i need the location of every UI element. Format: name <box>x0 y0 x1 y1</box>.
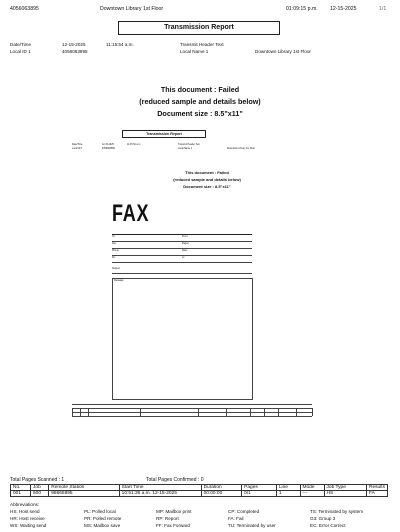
abbr-fa: FA: Fail <box>228 516 244 521</box>
cell-line: 1 <box>276 491 300 497</box>
cell-no: 001 <box>11 491 31 497</box>
header-fax-number: 4056063895 <box>10 6 39 12</box>
form-rule-5 <box>112 273 252 274</box>
abbr-ff: FF: Fax Forward <box>156 523 190 528</box>
fax-cover-sheet <box>112 200 252 400</box>
inner-status-size: Document size : 8.5"x11" <box>183 184 231 189</box>
inner-transmit-header-label: Transmit Header Text <box>178 144 200 146</box>
abbr-hr: HR: Host receive <box>10 516 45 521</box>
inner-datetime-label: Date/Time <box>72 144 83 146</box>
col-header-results: Results <box>367 485 388 491</box>
inner-table-col-10 <box>312 408 313 416</box>
cell-remote-station: 98665895 <box>49 491 119 497</box>
col-header-job: Job <box>31 485 49 491</box>
inner-table-col-4 <box>198 408 199 416</box>
cell-duration: 00:00:00 <box>201 491 242 497</box>
report-title: Transmission Report <box>118 21 280 35</box>
header-date: 12-15-2025 <box>330 6 357 12</box>
abbreviations-title: Abbreviations: <box>10 502 40 507</box>
status-document-size: Document size : 8.5"x11" <box>157 109 243 118</box>
cell-results: FA <box>367 491 388 497</box>
inner-table-col-7 <box>264 408 265 416</box>
inner-table-col-2 <box>88 408 89 416</box>
inner-table-col-0 <box>72 408 73 416</box>
abbr-ec: EC: Error Correct <box>310 523 346 528</box>
inner-table-col-5 <box>226 408 227 416</box>
inner-datetime-time: 11:15:54 a.m. <box>127 144 141 146</box>
abbr-pl: PL: Polled local <box>84 509 116 514</box>
inner-results-table <box>72 404 312 422</box>
inner-localid-label: Local ID 1 <box>72 147 83 150</box>
inner-status-reduced: (reduced sample and details below) <box>173 177 241 182</box>
form-rule-4 <box>112 262 252 263</box>
results-table <box>10 484 388 497</box>
col-header-line: Line <box>276 485 300 491</box>
form-rule-1 <box>112 241 252 242</box>
abbr-g3: G3: Group 3 <box>310 516 336 521</box>
form-date-label: Date: <box>182 250 188 252</box>
inner-table-rule-bottom <box>72 416 312 417</box>
status-reduced-sample: (reduced sample and details below) <box>139 97 261 106</box>
header-time: 01:09:15 p.m. <box>286 6 318 12</box>
transmit-header-label: Transmit Header Text <box>180 42 224 47</box>
status-failed: This document : Failed <box>160 85 240 94</box>
cell-mode: --- <box>300 491 324 497</box>
col-header-pages: Pages <box>242 485 277 491</box>
table-row <box>11 491 388 497</box>
inner-table-col-9 <box>296 408 297 416</box>
inner-table-rule-top <box>72 404 312 405</box>
cell-job: 600 <box>31 491 49 497</box>
inner-status-failed: This document : Failed <box>185 170 229 175</box>
form-re-label: Re: <box>112 257 116 259</box>
col-header-job-type: Job Type <box>324 485 367 491</box>
inner-local-name-value: Downtown Library 1st Floor <box>227 147 255 150</box>
inner-report-title: Transmission Report <box>122 130 206 138</box>
abbr-cp: CP: Completed <box>228 509 260 514</box>
form-rule-2 <box>112 248 252 249</box>
form-rule-3 <box>112 255 252 256</box>
local-name-value: Downtown Library 1st Floor <box>255 49 311 54</box>
form-from-label: From: <box>182 236 188 238</box>
form-fax-label: Fax: <box>112 243 117 245</box>
inner-table-col-3 <box>140 408 141 416</box>
pages-scanned-label: Total Pages Scanned : 1 <box>10 477 65 483</box>
col-header-duration: Duration <box>201 485 242 491</box>
col-header-start-time: Start Time <box>119 485 201 491</box>
datetime-date: 12-15-2025 <box>62 42 86 47</box>
form-cc-label: cc: <box>182 257 185 259</box>
abbr-ws: WS: Waiting send <box>10 523 47 528</box>
localid-label: Local ID 1 <box>10 49 31 54</box>
form-pages-label: Pages: <box>182 243 190 245</box>
pages-confirmed-label: Total Pages Confirmed : 0 <box>146 477 204 483</box>
abbr-ms: MS: Mailbox save <box>84 523 121 528</box>
localid-value: 4056063895 <box>62 49 88 54</box>
local-name-label: Local Name 1 <box>180 49 209 54</box>
abbr-pr: PR: Polled remote <box>84 516 122 521</box>
inner-table-col-1 <box>80 408 81 416</box>
inner-local-name-label: Local Name 1 <box>178 147 193 150</box>
message-box <box>112 278 253 400</box>
inner-table-rule-mid2 <box>72 412 312 413</box>
abbr-ts: TS: Terminated by system <box>310 509 364 514</box>
abbr-mp: MP: Mailbox print <box>156 509 192 514</box>
abbr-rp: RP: Report <box>156 516 179 521</box>
abbr-tu: TU: Terminated by user <box>228 523 276 528</box>
header-location: Downtown Library 1st Floor <box>100 6 164 12</box>
inner-table-col-8 <box>278 408 279 416</box>
abbr-hs: HS: Host send <box>10 509 40 514</box>
form-to-label: To: <box>112 236 116 238</box>
reduced-sample-page <box>72 128 342 472</box>
inner-localid-value: 4056063895 <box>102 147 115 150</box>
inner-table-col-6 <box>250 408 251 416</box>
inner-table-rule-mid1 <box>72 408 312 409</box>
fax-title: FAX <box>112 200 150 227</box>
col-header-no: No. <box>11 485 31 491</box>
form-message-label: Message: <box>114 280 124 282</box>
datetime-label: Date/Time <box>10 42 32 47</box>
form-phone-label: Phone: <box>112 250 120 252</box>
cell-pages: 0/1 <box>242 491 277 497</box>
cell-job-type: HS <box>324 491 367 497</box>
datetime-time: 11:15:54 a.m. <box>106 42 134 47</box>
col-header-mode: Mode <box>300 485 324 491</box>
form-subject-label: Subject: <box>112 268 121 270</box>
cell-start-time: 10:51:36 a.m. 12-15-2025 <box>119 491 201 497</box>
col-header-remote-station: Remote Station <box>49 485 119 491</box>
inner-datetime-date: 12-15-2025 <box>102 144 114 146</box>
header-page: 1/1 <box>379 6 387 12</box>
fax-top-rule <box>112 234 252 235</box>
